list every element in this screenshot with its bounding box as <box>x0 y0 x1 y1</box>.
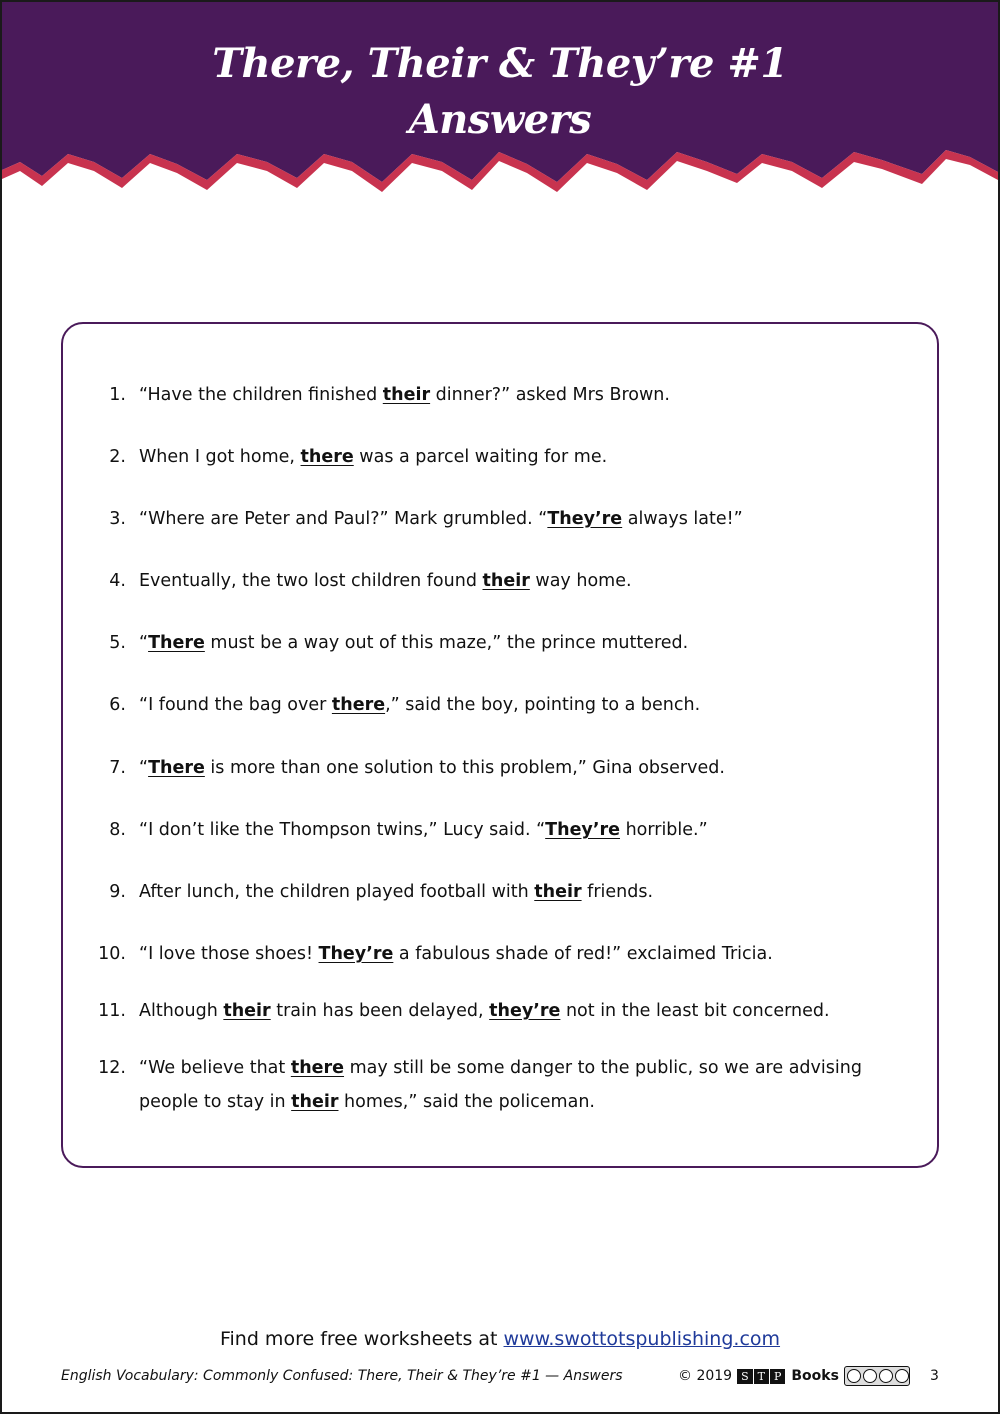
page-subtitle: Answers <box>408 96 592 143</box>
answer-word: there <box>331 695 386 715</box>
page-title: There, Their & They’re #1 <box>212 40 788 87</box>
answer-word: There <box>148 758 205 778</box>
answers-box <box>61 322 939 1168</box>
books-text: Books <box>791 1368 839 1384</box>
website-link[interactable]: www.swottotspublishing.com <box>503 1328 781 1350</box>
item-number: 3. <box>109 509 126 529</box>
answer-word: their <box>291 1092 339 1112</box>
header-banner <box>2 2 998 202</box>
item-text: “I found the bag over there,” said the boy, pointing to a bench. <box>139 695 701 715</box>
item-number: 2. <box>109 447 126 467</box>
creative-commons-icon <box>844 1366 910 1386</box>
item-text: “I don’t like the Thompson twins,” Lucy said. “They’re horrible.” <box>139 820 708 840</box>
item-number: 6. <box>109 695 126 715</box>
find-more-line <box>0 1328 1000 1350</box>
answer-word: they’re <box>489 1001 561 1021</box>
item-number: 11. <box>98 1001 126 1021</box>
stp-logo: S T P <box>737 1368 786 1384</box>
item-text: “There must be a way out of this maze,” the prince muttered. <box>139 633 689 653</box>
item-number: 8. <box>109 820 126 840</box>
find-more-text: Find more free worksheets at <box>219 1328 504 1350</box>
page-number: 3 <box>930 1368 939 1384</box>
answer-word: They’re <box>318 944 394 964</box>
item-text: Although their train has been delayed, they’re not in the least bit concerned. <box>139 1001 830 1021</box>
answer-word: there <box>300 447 354 467</box>
answer-word: They’re <box>547 509 623 529</box>
item-number: 9. <box>109 882 126 902</box>
item-text: “I love those shoes! They’re a fabulous shade of red!” exclaimed Tricia. <box>139 944 773 964</box>
answer-word: their <box>534 882 582 902</box>
copyright-text: © 2019 <box>678 1368 733 1384</box>
item-text: “Have the children finished their dinner?” asked Mrs Brown. <box>139 385 670 405</box>
item-number: 5. <box>109 633 126 653</box>
item-text: “There is more than one solution to this problem,” Gina observed. <box>139 758 725 778</box>
item-number: 10. <box>98 944 126 964</box>
item-number: 4. <box>109 571 126 591</box>
item-text: When I got home, there was a parcel waiting for me. <box>139 447 608 467</box>
answer-word: their <box>223 1001 271 1021</box>
item-number: 12. <box>98 1058 126 1078</box>
item-text: After lunch, the children played football with their friends. <box>139 882 654 902</box>
item-text: Eventually, the two lost children found their way home. <box>139 571 632 591</box>
item-number: 1. <box>109 385 126 405</box>
item-text: “Where are Peter and Paul?” Mark grumbled. “They’re always late!” <box>139 509 743 529</box>
answer-word: there <box>290 1058 345 1078</box>
answer-word: their <box>382 385 431 405</box>
answer-word: There <box>148 633 205 653</box>
answer-word: their <box>482 571 530 591</box>
answer-word: They’re <box>545 820 620 840</box>
footer-copyright <box>678 1366 910 1386</box>
item-text: “We believe that there may still be some danger to the public, so we are advising people to stay in their homes,” said the policeman. <box>139 1058 862 1112</box>
item-number: 7. <box>109 758 126 778</box>
footer-caption: English Vocabulary: Commonly Confused: There, Their & They’re #1 — Answers <box>61 1368 623 1384</box>
